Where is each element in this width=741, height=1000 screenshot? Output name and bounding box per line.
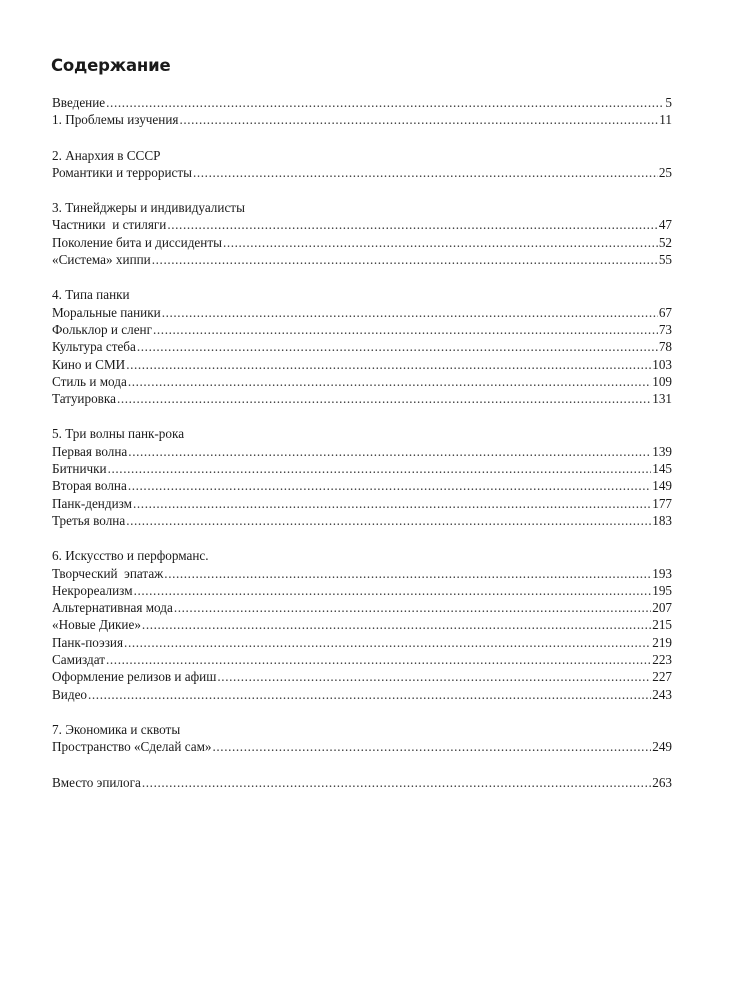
toc-entry-page: 223 — [652, 652, 672, 668]
toc-section-heading: 7. Экономика и сквоты — [52, 721, 181, 737]
toc-entry[interactable] — [52, 512, 672, 529]
toc-entry[interactable] — [52, 774, 672, 791]
dot-leader — [106, 94, 664, 111]
toc-entry[interactable] — [52, 390, 672, 407]
toc-entry[interactable] — [52, 164, 672, 181]
dot-leader — [128, 443, 651, 460]
toc-entry-label: Романтики и террористы — [52, 164, 192, 180]
dot-leader — [164, 565, 651, 582]
dot-leader — [217, 668, 651, 685]
toc-entry-label: Панк-поэзия — [52, 634, 124, 650]
toc-entry-label: 1. Проблемы изучения — [52, 112, 179, 128]
toc-entry-page: 219 — [652, 634, 672, 650]
toc-section-heading: 6. Искусство и перформанс. — [52, 548, 209, 564]
toc-entry-label: «Новые Дикие» — [52, 617, 141, 633]
toc-entry-label: Некрореализм — [52, 582, 133, 598]
toc-entry[interactable] — [52, 234, 672, 251]
dot-leader — [152, 251, 658, 268]
toc-entry-page: 263 — [652, 774, 672, 790]
toc-entry-page: 131 — [652, 391, 672, 407]
toc-entry[interactable] — [52, 94, 672, 111]
dot-leader — [153, 321, 658, 338]
toc-entry[interactable] — [52, 668, 672, 685]
toc-entry-label: Стиль и мода — [52, 373, 127, 389]
toc-section-heading: 4. Типа панки — [52, 287, 130, 303]
toc-entry[interactable] — [52, 304, 672, 321]
toc-entry-label: Первая волна — [52, 443, 128, 459]
toc-section-3 — [52, 199, 672, 268]
toc-entry[interactable] — [52, 216, 672, 233]
toc-entry-label: Частники и стиляги — [52, 217, 167, 233]
toc-entry[interactable] — [52, 634, 672, 651]
toc-entry-page: 249 — [652, 739, 672, 755]
dot-leader — [133, 495, 651, 512]
toc-entry-page: 177 — [652, 495, 672, 511]
toc-section-5 — [52, 425, 672, 529]
toc-section-heading: 3. Тинейджеры и индивидуалисты — [52, 200, 245, 216]
toc-entry-page: 207 — [652, 600, 672, 616]
toc-entry-page: 73 — [658, 321, 672, 337]
toc-entry-page: 47 — [658, 217, 672, 233]
toc-entry[interactable] — [52, 338, 672, 355]
toc-entry-page: 109 — [652, 373, 672, 389]
toc-entry-page: 227 — [652, 669, 672, 685]
dot-leader — [193, 164, 658, 181]
toc-section-epilogue — [52, 774, 672, 791]
toc-entry-label: «Система» хиппи — [52, 252, 151, 268]
toc-entry-label: Фольклор и сленг — [52, 321, 153, 337]
toc-entry-label: Оформление релизов и афиш — [52, 669, 217, 685]
toc-entry[interactable] — [52, 477, 672, 494]
toc-entry-label: Моральные паники — [52, 304, 161, 320]
toc-entry-label: Третья волна — [52, 512, 126, 528]
toc-section-4 — [52, 286, 672, 407]
toc-entry-label: Татуировка — [52, 391, 116, 407]
toc-entry-page: 149 — [652, 478, 672, 494]
toc-entry[interactable] — [52, 443, 672, 460]
toc-entry[interactable] — [52, 616, 672, 633]
dot-leader — [142, 616, 651, 633]
dot-leader — [117, 390, 651, 407]
toc-entry-page: 55 — [658, 252, 672, 268]
page-title: Содержание — [51, 56, 171, 75]
toc-entry-page: 183 — [652, 512, 672, 528]
toc-entry[interactable] — [52, 599, 672, 616]
toc-entry-label: Введение — [52, 95, 106, 110]
toc-entry-page: 25 — [658, 164, 672, 180]
toc-entry-page: 145 — [652, 461, 672, 477]
toc-entry-page: 243 — [652, 686, 672, 702]
toc-entry[interactable] — [52, 651, 672, 668]
toc-entry-page: 139 — [652, 443, 672, 459]
toc-entry-page: 67 — [658, 304, 672, 320]
dot-leader — [126, 512, 651, 529]
dot-leader — [124, 634, 651, 651]
dot-leader — [88, 686, 651, 703]
dot-leader — [179, 111, 658, 128]
dot-leader — [134, 582, 652, 599]
dot-leader — [108, 460, 652, 477]
dot-leader — [174, 599, 651, 616]
toc-entry[interactable] — [52, 111, 672, 128]
toc-entry[interactable] — [52, 565, 672, 582]
toc-entry-page: 78 — [658, 339, 672, 355]
toc-entry[interactable] — [52, 686, 672, 703]
toc-entry-label: Альтернативная мода — [52, 600, 173, 616]
toc-entry-label: Пространство «Сделай сам» — [52, 739, 212, 755]
toc-entry-page: 52 — [658, 234, 672, 250]
toc-entry-page: 215 — [652, 617, 672, 633]
toc-entry-label: Поколение бита и диссиденты — [52, 234, 222, 250]
toc-entry-label: Битнички — [52, 461, 107, 477]
dot-leader — [162, 304, 658, 321]
toc-entry[interactable] — [52, 582, 672, 599]
toc-entry-page: 193 — [652, 565, 672, 581]
dot-leader — [106, 651, 651, 668]
toc-entry-page: 103 — [652, 356, 672, 372]
toc-section-6 — [52, 547, 672, 703]
toc-entry-label: Культура стеба — [52, 339, 136, 355]
toc-entry-page: 5 — [665, 95, 672, 110]
dot-leader — [167, 216, 657, 233]
toc-entry[interactable] — [52, 251, 672, 268]
toc-section-7 — [52, 721, 672, 756]
toc-entry-label: Творческий эпатаж — [52, 565, 164, 581]
toc-entry[interactable] — [52, 460, 672, 477]
dot-leader — [142, 774, 651, 791]
toc-entry-label: Самиздат — [52, 652, 106, 668]
table-of-contents — [52, 94, 672, 791]
toc-section-intro — [52, 94, 672, 129]
toc-entry-label: Вместо эпилога — [52, 774, 141, 790]
dot-leader — [137, 338, 658, 355]
toc-entry[interactable] — [52, 738, 672, 755]
toc-section-heading: 5. Три волны панк-рока — [52, 426, 185, 442]
toc-entry[interactable] — [52, 373, 672, 390]
toc-entry-label: Видео — [52, 686, 88, 702]
toc-entry-label: Панк-дендизм — [52, 495, 132, 511]
toc-entry-label: Кино и СМИ — [52, 356, 126, 372]
toc-entry[interactable] — [52, 356, 672, 373]
toc-entry-label: Вторая волна — [52, 478, 127, 494]
dot-leader — [128, 373, 651, 390]
dot-leader — [126, 356, 651, 373]
toc-section-2 — [52, 147, 672, 182]
toc-entry-page: 11 — [659, 112, 672, 128]
toc-entry[interactable] — [52, 495, 672, 512]
toc-entry-page: 195 — [652, 582, 672, 598]
dot-leader — [128, 477, 651, 494]
dot-leader — [223, 234, 658, 251]
toc-section-heading: 2. Анархия в СССР — [52, 147, 161, 163]
toc-entry[interactable] — [52, 321, 672, 338]
dot-leader — [213, 738, 652, 755]
